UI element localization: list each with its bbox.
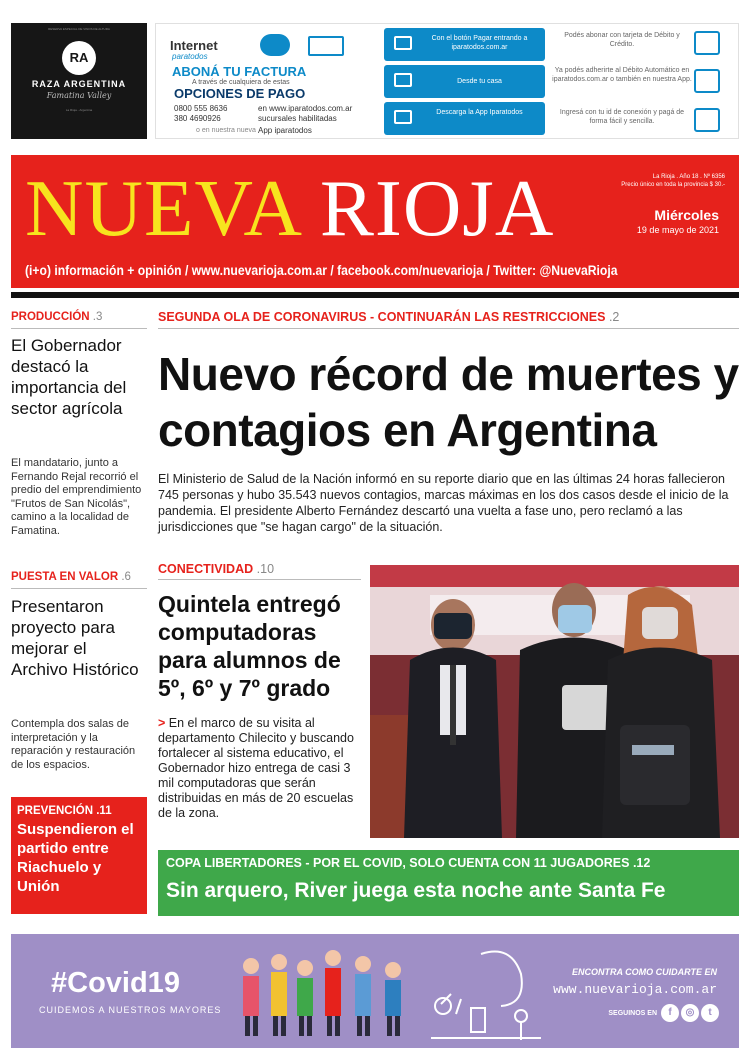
prevencion-box[interactable]	[11, 797, 147, 914]
ad-internet-paratodos[interactable]	[155, 23, 739, 139]
phone-1: 0800 555 8636	[174, 104, 228, 113]
main-kicker: SEGUNDA OLA DE CORONAVIRUS - CONTINUARÁN LAS RESTRICCIONES .2	[158, 310, 620, 324]
section-label: PRODUCCIÓN .3	[11, 311, 103, 323]
ad-paratodos: paratodos	[172, 52, 208, 61]
ad-fine-print: RESERVA ESPECIAL DE VINOS DE ALTURA	[48, 27, 110, 31]
issue-meta: La Rioja . Año 18 . Nº 6356 Precio único en toda la provincia $ 30.-	[621, 174, 725, 188]
ad-app-small: o en nuestra nueva	[196, 127, 256, 134]
covid-banner[interactable]	[11, 934, 739, 1048]
banner-subtitle: CUIDEMOS A NUESTROS MAYORES	[39, 1005, 222, 1015]
banner-url[interactable]: www.nuevarioja.com.ar	[553, 982, 717, 997]
hygiene-icon	[421, 944, 551, 1044]
divider	[11, 328, 147, 329]
ad-script: Famatina Valley	[46, 91, 112, 100]
ad-brand: RAZA ARGENTINA	[31, 79, 127, 89]
banner-cta: ENCONTRA COMO CUIDARTE EN	[571, 967, 717, 977]
divider	[158, 579, 361, 580]
ad-text-debit: Ya podés adherirte al Débito Automático en iparatodos.com.ar o también en nuestra App.	[552, 67, 692, 83]
ad-address: La Rioja - Argentina	[65, 108, 93, 112]
main-headline[interactable]: Nuevo récord de muertes y contagios en Argentina	[158, 348, 739, 456]
facebook-icon[interactable]: f	[661, 1004, 679, 1022]
story-2-headline[interactable]: Presentaron proyecto para mejorar el Archivo Histórico	[11, 597, 139, 679]
ad-sucursales: sucursales habilitadas	[258, 114, 337, 123]
masthead	[11, 155, 739, 288]
issue-day: Miércoles	[654, 207, 719, 223]
divider	[11, 588, 147, 589]
ad-internet: Internet	[170, 38, 218, 53]
left-story-1[interactable]	[11, 311, 147, 323]
tap-icon	[694, 108, 720, 132]
main-lead: El Ministerio de Salud de la Nación informó en su reporte diario que en las últimas 24 horas fallecieron 745 personas y hubo 35.543 nuevos contagios, marcas máximas en los dos casos desde el inicio de la pandemia. El presidente Alberto Fernández descartó una vuelta a fase uno, pero reclamó a las jurisdicciones que "se hagan cargo" de la situación.	[158, 472, 729, 534]
issue-date: 19 de mayo de 2021	[636, 225, 719, 235]
ad-text-card: Podés abonar con tarjeta de Débito y Crédito.	[564, 32, 680, 48]
banner-follow: SEGUINOS EN	[608, 1010, 657, 1017]
debit-icon	[694, 69, 720, 93]
ad-web: en www.iparatodos.com.ar	[258, 104, 353, 113]
ad-abona: ABONÁ TU FACTURA	[172, 64, 307, 79]
ad-app: App iparatodos	[258, 126, 312, 135]
masthead-rule	[11, 292, 739, 298]
left-story-2[interactable]	[11, 571, 147, 583]
house-icon	[260, 34, 290, 56]
monitor-icon	[308, 36, 344, 56]
instagram-icon[interactable]: ◎	[681, 1004, 699, 1022]
masthead-tagline[interactable]: (i+o) información + opinión / www.nuevarioja.com.ar / facebook.com/nuevarioja / Twitter: @NuevaRioja	[25, 263, 618, 278]
card-icon	[694, 31, 720, 55]
pay-app-button[interactable]: Descarga la App Iparatodos	[384, 102, 545, 135]
pay-option-button[interactable]: Con el botón Pagar entrando a iparatodos.com.ar	[384, 28, 545, 61]
ad-opciones: OPCIONES DE PAGO	[174, 86, 306, 101]
conectividad-label: CONECTIVIDAD .10	[158, 562, 275, 576]
people-illustration	[231, 944, 421, 1044]
phone-icon	[394, 110, 412, 124]
green-news-band[interactable]	[158, 850, 739, 916]
green-headline[interactable]: Sin arquero, River juega esta noche ante Santa Fe	[166, 879, 666, 902]
section-label: PREVENCIÓN .11	[17, 805, 112, 817]
ad-raza-argentina[interactable]	[11, 23, 147, 139]
photo-illustration	[370, 565, 739, 838]
banner-hashtag: #Covid19	[51, 967, 180, 999]
green-kicker: COPA LIBERTADORES - POR EL COVID, SOLO CUENTA CON 11 JUGADORES .12	[166, 856, 651, 870]
phone-2: 380 4690926	[174, 114, 221, 123]
newspaper-title: NUEVA RIOJA	[25, 163, 555, 253]
computer-icon	[394, 73, 412, 87]
news-photo[interactable]	[370, 565, 739, 838]
ad-text-login: Ingresá con tu id de conexión y pagá de forma fácil y sencilla.	[559, 109, 685, 125]
conectividad-headline[interactable]: Quintela entregó computadoras para alumnos de 5º, 6º y 7º grado	[158, 591, 341, 701]
twitter-icon[interactable]: t	[701, 1004, 719, 1022]
section-label: PUESTA EN VALOR .6	[11, 571, 131, 583]
pay-home-button[interactable]: Desde tu casa	[384, 65, 545, 98]
brand-logo: RA	[62, 41, 96, 75]
story-3-headline[interactable]: Suspendieron el partido entre Riachuelo y Unión	[17, 821, 134, 895]
arrow-icon: >	[158, 716, 166, 730]
ad-traves: A través de cualquiera de estas	[192, 79, 290, 86]
story-1-body: El mandatario, junto a Fernando Rejal recorrió el predio del emprendimiento "Frutos de San Nicolás", camino a la localidad de Famatina.	[11, 457, 142, 537]
conectividad-body: > En el marco de su visita al departamento Chilecito y buscando fortalecer al sistema educativo, el Gobernador hizo entrega de casi 3 mil computadoras que serán distribuidas en más de 20 escuelas de la zona.	[158, 716, 354, 820]
story-2-body: Contempla dos salas de interpretación y la reparación y restauración de los espacios.	[11, 718, 136, 771]
story-1-headline[interactable]: El Gobernador destacó la importancia del sector agrícola	[11, 336, 127, 418]
laptop-icon	[394, 36, 412, 50]
divider	[158, 328, 739, 329]
